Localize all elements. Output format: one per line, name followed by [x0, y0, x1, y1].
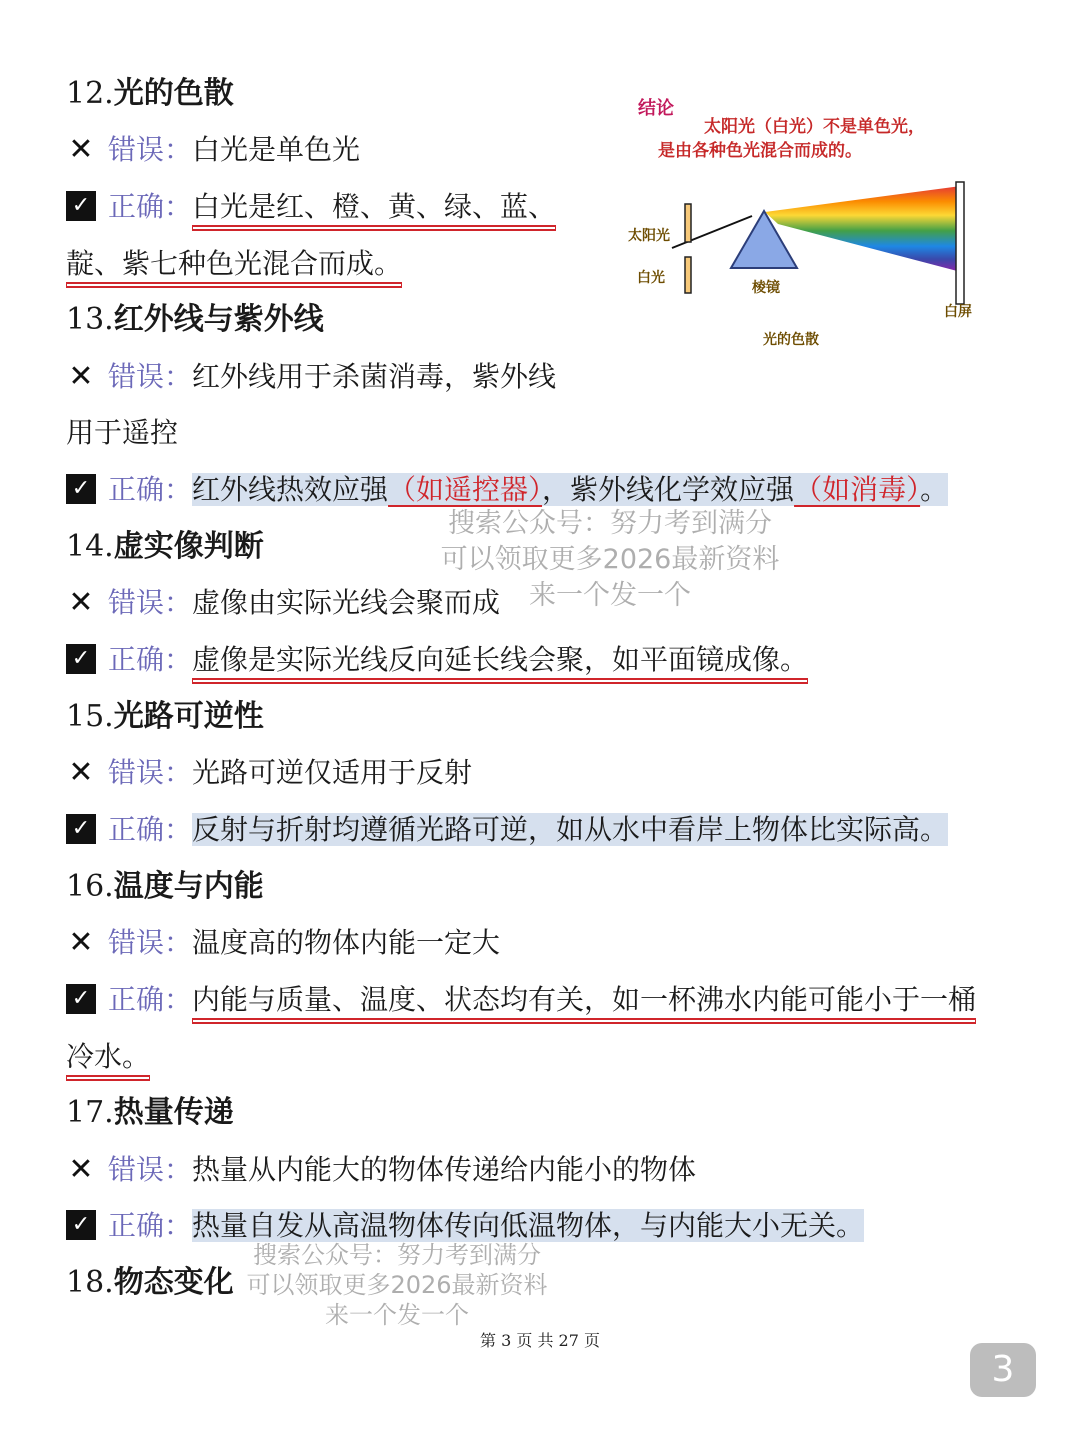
checkbox-icon: ✓	[66, 1210, 96, 1240]
cross-icon: ✕	[68, 585, 94, 620]
label-screen: 白屏	[944, 304, 972, 320]
section-12-wrong: ✕ 错误：白光是单色光	[66, 130, 360, 170]
cross-icon: ✕	[68, 925, 94, 960]
section-17-right: ✓ 正确：热量自发从高温物体传向低温物体，与内能大小无关。	[66, 1206, 864, 1246]
section-12-right: ✓ 正确：白光是红、橙、黄、绿、蓝、	[66, 187, 556, 227]
slit-bottom	[685, 257, 691, 293]
diagram-caption: 光的色散	[763, 332, 819, 348]
section-13-heading: 13.红外线与紫外线	[66, 302, 324, 337]
conclusion-line-2: 是由各种色光混合而成的。	[658, 141, 862, 161]
checkbox-icon: ✓	[66, 984, 96, 1014]
watermark-upper: 搜索公众号：努力考到满分 可以领取更多2026最新资料 来一个发一个	[440, 508, 780, 611]
section-18-heading: 18.物态变化	[66, 1265, 234, 1300]
section-16-wrong: ✕ 错误：温度高的物体内能一定大	[66, 923, 500, 963]
section-14-wrong: ✕ 错误：虚像由实际光线会聚而成	[66, 583, 500, 623]
section-12-right-cont: 靛、紫七种色光混合而成。	[66, 244, 402, 284]
section-17-heading: 17.热量传递	[66, 1095, 234, 1130]
slit-top	[685, 204, 691, 242]
section-15-wrong: ✕ 错误：光路可逆仅适用于反射	[66, 753, 472, 793]
cross-icon: ✕	[68, 1152, 94, 1187]
section-15-heading: 15.光路可逆性	[66, 699, 264, 734]
cross-icon: ✕	[68, 755, 94, 790]
label-sunlight: 太阳光	[628, 228, 670, 244]
section-16-right-cont: 冷水。	[66, 1037, 150, 1077]
section-13-right: ✓ 正确：红外线热效应强（如遥控器），紫外线化学效应强（如消毒）。	[66, 470, 948, 510]
label-white-light: 白光	[637, 270, 665, 286]
prism-dispersion-diagram	[612, 86, 992, 356]
section-14-right: ✓ 正确：虚像是实际光线反向延长线会聚，如平面镜成像。	[66, 640, 808, 680]
checkbox-icon: ✓	[66, 644, 96, 674]
section-16-right: ✓ 正确：内能与质量、温度、状态均有关，如一杯沸水内能可能小于一桶	[66, 980, 976, 1020]
section-13-wrong-cont: 用于遥控	[66, 416, 179, 449]
label-prism: 棱镜	[752, 280, 780, 296]
page-number-badge: 3	[970, 1343, 1036, 1397]
checkbox-icon: ✓	[66, 191, 96, 221]
checkbox-icon: ✓	[66, 814, 96, 844]
conclusion-label: 结论	[638, 98, 674, 119]
section-14-heading: 14.虚实像判断	[66, 529, 264, 564]
cross-icon: ✕	[68, 359, 94, 394]
page-footer: 第 3 页 共 27 页	[480, 1331, 600, 1350]
section-13-wrong: ✕ 错误：红外线用于杀菌消毒，紫外线	[66, 357, 556, 397]
spectrum-beam	[765, 186, 961, 272]
checkbox-icon: ✓	[66, 474, 96, 504]
light-ray	[672, 216, 752, 248]
section-16-heading: 16.温度与内能	[66, 869, 264, 904]
cross-icon: ✕	[68, 132, 94, 167]
watermark-lower: 搜索公众号：努力考到满分 可以领取更多2026最新资料 来一个发一个	[246, 1241, 548, 1329]
white-screen	[956, 182, 964, 304]
conclusion-line-1: 太阳光（白光）不是单色光，	[704, 117, 925, 137]
section-17-wrong: ✕ 错误：热量从内能大的物体传递给内能小的物体	[66, 1150, 696, 1190]
section-15-right: ✓ 正确：反射与折射均遵循光路可逆，如从水中看岸上物体比实际高。	[66, 810, 948, 850]
section-12-heading: 12.光的色散	[66, 76, 234, 111]
